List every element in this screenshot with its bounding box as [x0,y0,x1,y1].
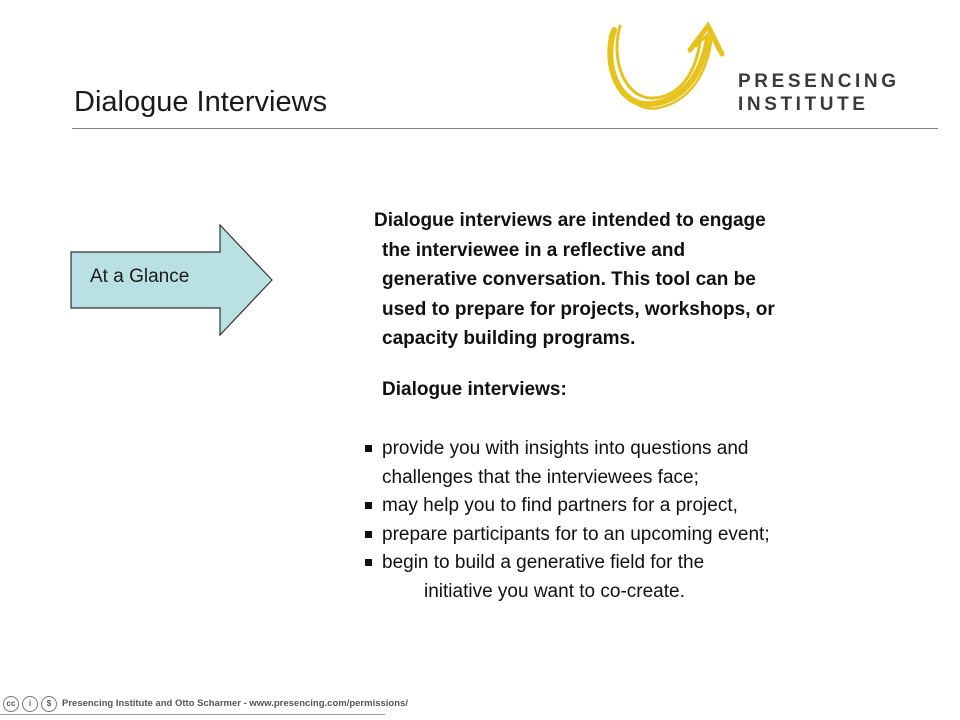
square-bullet-icon [365,445,372,452]
bullet-text-continued: challenges that the interviewees face; [382,466,699,488]
arrow-label: At a Glance [90,266,190,287]
footer-divider [0,714,385,715]
bullets-heading: Dialogue interviews: [382,379,567,400]
title-divider [72,128,938,129]
bullet-text: may help you to find partners for a project, [382,495,738,516]
bullet-text: begin to build a generative field for the [382,552,705,573]
logo-wordmark [738,70,900,116]
page-title: Dialogue Interviews [74,86,328,118]
footer-credit: Presencing Institute and Otto Scharmer - www.presencing.com/permissions/ [62,698,408,709]
list-item [362,435,922,492]
intro-line-2: the interviewee in a reflective and [382,239,686,261]
by-icon: i [22,696,38,712]
intro-line-5: capacity building programs. [382,328,636,349]
cc-icon: cc [3,696,19,712]
square-bullet-icon [365,559,372,566]
logo-line-2: INSTITUTE [738,94,869,115]
intro-line-1: Dialogue interviews are intended to engage [374,210,766,231]
intro-paragraph [374,206,902,354]
intro-line-4: used to prepare for projects, workshops, or [382,298,775,320]
list-item [362,521,922,550]
nc-icon: $ [41,696,57,712]
intro-line-3: generative conversation. This tool can be [382,269,756,290]
bullet-text: prepare participants for to an upcoming event; [382,523,770,545]
list-item [362,549,922,606]
list-item [362,492,922,521]
logo-line-1: PRESENCING [738,71,900,92]
square-bullet-icon [365,502,372,509]
bullet-list [362,435,922,606]
bullet-text: provide you with insights into questions and [382,438,749,459]
bullet-text-continued: initiative you want to co-create. [424,580,685,602]
square-bullet-icon [365,531,372,538]
